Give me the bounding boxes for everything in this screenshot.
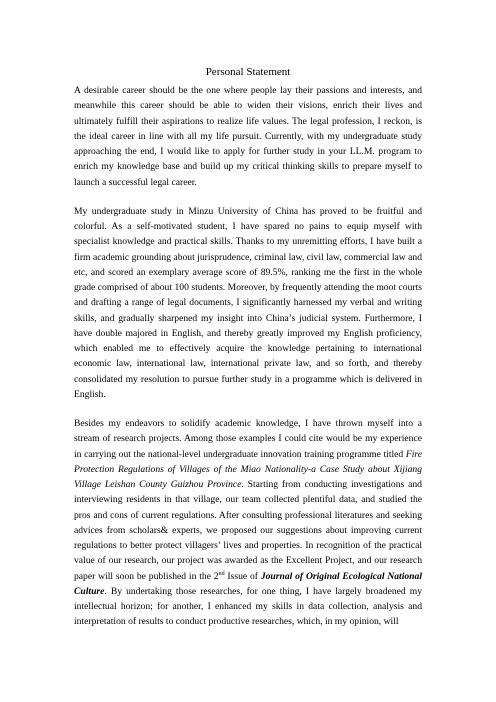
paragraph-1: A desirable career should be the one where people lay their passions and interests, and meanwhile this career should be able to widen their visions, enrich their lives and ultimately fulfill their aspirations to realize life values. The legal profession, I reckon, is the ideal career in line with all my life pursuit. Currently, with my undergraduate study approaching the end, I would like to apply for further study in your LL.M. program to enrich my knowledge base and build up my critical thinking skills to prepare myself to launch a successful legal career. [74,85,422,188]
paragraph-2: My undergraduate study in Minzu University of China has proved to be fruitful and colorful. As a self-motivated student, I have spared no pains to equip myself with specialist knowledge and practical skills. Thanks to my unremitting efforts, I have built a firm academic grounding about jurisprudence, criminal law, civil law, commercial law and etc, and scored an exemplary average score of 89.5%, ranking me the first in the whole grade comprised of about 100 students. Moreover, by frequently attending the moot courts and drafting a range of legal documents, I significantly harnessed my verbal and writing skills, and gradually sharpened my insight into China’s judicial system. Furthermore, I have double majored in English, and thereby greatly improved my English proficiency, which enabled me to effectively acquire the knowledge pertaining to international economic law, international law, international private law, and so forth, and thereby consolidated my resolution to pursue further study in a programme which is delivered in English. [74,205,422,400]
ordinal-suffix: nd [218,570,225,577]
paragraph-3 [74,416,422,630]
statement-body [74,83,422,644]
paragraph-3-text-a: Besides my endeavors to solidify academic knowledge, I have thrown myself into a stream of research projects. Among those examples I could cite would be my experience in carrying out the national-level undergraduate innovation training programme titled [74,418,422,460]
project-title: Fire Protection Regulations of Villages of the Miao Nationality-a Case Study about Xijiang Village Leishan County Guizhou Province [74,448,422,490]
paragraph-3-text-c: Issue of [224,570,261,582]
paragraph-3-text-d: . By undertaking those researches, for one thing, I have largely broadened my intellectual horizon; for another, I enhanced my skills in data collection, analysis and interpretation of results to conduct productive researches, which, in my opinion, will [74,585,422,628]
paragraph-3-text-b: . Starting from conducting investigations and interviewing residents in that village, our team collected plentiful data, and studied the pros and cons of current regulations. After consulting professional literatures and seeking advices from scholars& experts, we proposed our suggestions about improving current regulations to better protect villagers’ lives and properties. In recognition of the practical value of our research, our project was awarded as the Excellent Project, and our research paper will soon be published in the 2 [74,479,422,582]
journal-title: Journal of Original Ecological National Culture [74,570,422,597]
page-title: Personal Statement [205,66,291,78]
